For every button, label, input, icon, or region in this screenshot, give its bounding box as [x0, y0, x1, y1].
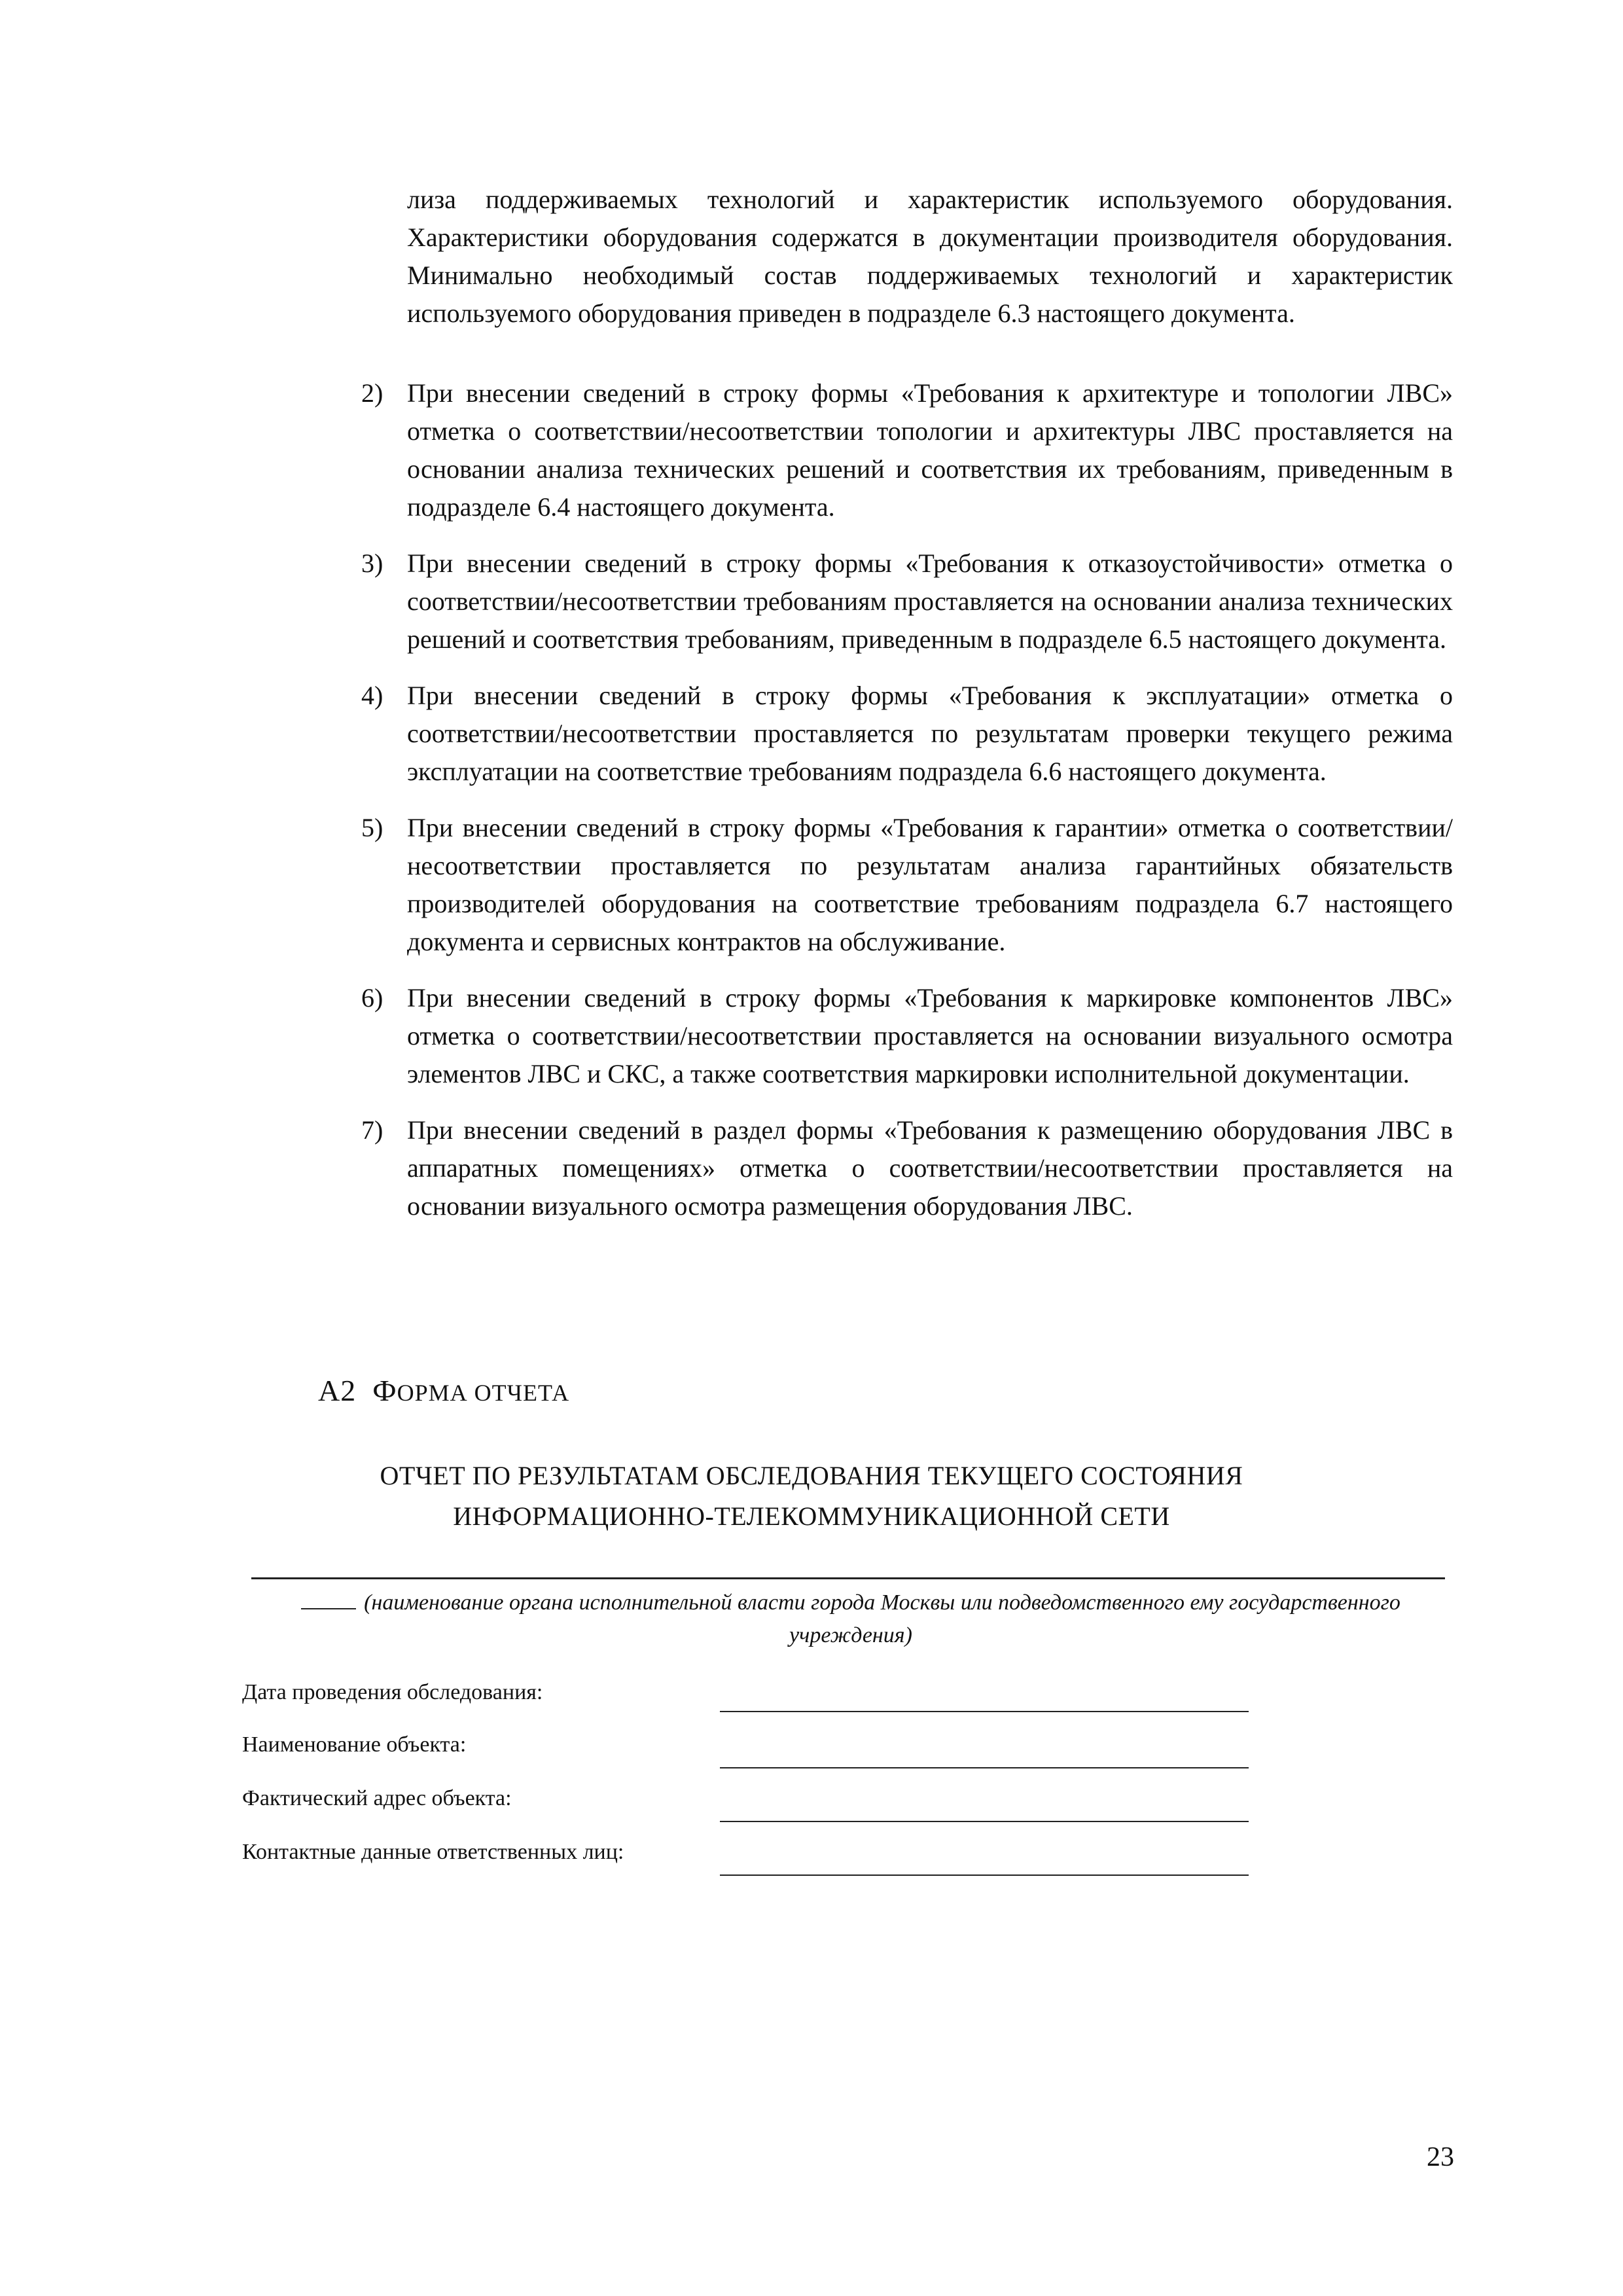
caption-leading-blank [301, 1588, 356, 1609]
field-line-survey-date[interactable] [720, 1711, 1249, 1712]
report-title-line2-text: ИНФОРМАЦИОННО-ТЕЛЕКОММУНИКАЦИОННОЙ СЕТИ [453, 1501, 1170, 1531]
report-title-line1 [249, 1456, 1374, 1496]
list-item-number: 2) [361, 378, 383, 408]
section-heading [318, 1373, 569, 1408]
field-line-object-address[interactable] [720, 1821, 1249, 1822]
field-line-contacts[interactable] [720, 1874, 1249, 1876]
instructions-list [353, 374, 1453, 1244]
field-label-object-name: Наименование объекта: [242, 1732, 467, 1757]
list-item-text: При внесении сведений в раздел формы «Требования к размещению оборудования ЛВС в аппаратных помещениях» отметка о соответствии/несоответствии проставляется на основании визуального осмотра размещения оборудования ЛВС. [407, 1115, 1453, 1221]
report-title-line2 [249, 1496, 1374, 1537]
report-title [249, 1456, 1374, 1537]
list-item [353, 545, 1453, 658]
list-item [353, 374, 1453, 526]
list-item-text: При внесении сведений в строку формы «Требования к отказоустойчивости» отметка о соответствии/несоответствии требованиям проставляется на основании анализа технических решений и соответствия требованиям, приведенным в подразделе 6.5 настоящего документа. [407, 548, 1453, 654]
page-number: 23 [1427, 2142, 1454, 2172]
report-title-line1-text: ОТЧЕТ ПО РЕЗУЛЬТАТАМ ОБСЛЕДОВАНИЯ ТЕКУЩЕГО СОСТОЯНИЯ [380, 1461, 1243, 1490]
list-item [353, 809, 1453, 961]
list-item-number: 5) [361, 813, 383, 842]
organization-caption [262, 1587, 1440, 1652]
list-item-text: При внесении сведений в строку формы «Требования к гарантии» отметка о соответствии/несоответствии проставляется по результатам анализа гарантийных обязательств производителей оборудования на соответствие требованиям подраздела 6.7 настоящего документа и сервисных контрактов на обслуживание. [407, 813, 1453, 956]
organization-caption-text: (наименование органа исполнительной власти города Москвы или подведомственного ему государственного учреждения) [364, 1590, 1400, 1647]
field-label-survey-date: Дата проведения обследования: [242, 1680, 543, 1704]
list-item-text: При внесении сведений в строку формы «Требования к маркировке компонентов ЛВС» отметка о соответствии/несоответствии проставляется на основании визуального осмотра элементов ЛВС и СКС, а также соответствия маркировки исполнительной документации. [407, 983, 1453, 1088]
list-item [353, 979, 1453, 1093]
section-number: А2 [318, 1374, 357, 1407]
list-item-text: При внесении сведений в строку формы «Требования к эксплуатации» отметка о соответствии/несоответствии проставляется по результатам проверки текущего режима эксплуатации на соответствие требованиям подраздела 6.6 настоящего документа. [407, 681, 1453, 786]
list-item-number: 4) [361, 681, 383, 710]
organization-name-line[interactable] [251, 1577, 1445, 1579]
section-title-initial: Ф [372, 1374, 397, 1407]
field-label-contacts: Контактные данные ответственных лиц: [242, 1840, 624, 1864]
list-item-number: 6) [361, 983, 383, 1013]
field-label-object-address: Фактический адрес объекта: [242, 1786, 512, 1810]
intro-paragraph: лиза поддерживаемых технологий и характеристик используемого оборудования. Характеристики оборудования содержатся в документации производителя оборудования. Минимально необходимый состав поддерживаемых технологий и характеристик используемого оборудования приведен в подразделе 6.3 настоящего документа. [407, 185, 1453, 328]
list-item-number: 7) [361, 1115, 383, 1145]
list-item [353, 677, 1453, 791]
field-line-object-name[interactable] [720, 1767, 1249, 1768]
list-item-number: 3) [361, 548, 383, 578]
list-item-text: При внесении сведений в строку формы «Требования к архитектуре и топологии ЛВС» отметка о соответствии/несоответствии топологии и архитектуры ЛВС проставляется на основании анализа технических решений и соответствия их требованиям, приведенным в подразделе 6.4 настоящего документа. [407, 378, 1453, 522]
list-item [353, 1111, 1453, 1225]
section-title-rest: ОРМА ОТЧЕТА [397, 1380, 570, 1406]
